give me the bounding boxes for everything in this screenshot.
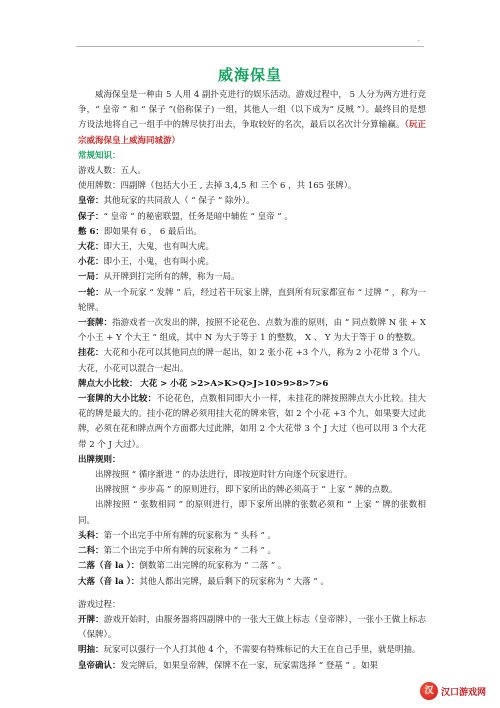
header-mark: .	[417, 35, 420, 43]
process-item	[78, 643, 426, 658]
list-item	[78, 210, 426, 225]
list-item	[78, 286, 426, 316]
rank-label: 头科：	[78, 530, 104, 541]
process-text: 游戏开始时，由服务器将四副牌中的一张大王做上标志（皇帝牌），一张小王做上标志（保牌）。	[78, 614, 426, 641]
rank-text: 倒数第二出完牌的玩家称为 “ 二落 ” 。	[139, 561, 287, 572]
rank-text: 第一个出完手中所有牌的玩家称为 “ 头科 ” 。	[103, 530, 277, 541]
rules-heading: 出牌规则：	[78, 454, 121, 465]
spacer	[78, 590, 426, 598]
item-label: 皇帝：	[78, 196, 104, 207]
process-label: 明抽：	[78, 645, 104, 656]
rank-item	[78, 575, 426, 590]
list-item	[78, 225, 426, 240]
item-label: 一套牌：	[78, 318, 113, 329]
item-label: 一局：	[78, 272, 104, 283]
watermark[interactable]	[420, 682, 486, 700]
item-text: 使用牌数：四副牌（包括大小王 , 去掉 3,4,5 和 三个 6 ，共 165 张牌）。	[78, 181, 357, 192]
rule-item: 出牌按照 “ 步步高 ” 的原则进行，即下家所出的牌必须高于 “ 上家 ” 牌的点数。	[95, 485, 398, 496]
intro-paragraph	[78, 88, 426, 149]
process-item	[78, 659, 426, 674]
item-label: 小花：	[78, 257, 104, 268]
process-text: 玩家可以强行一个人打其他 4 个，不需要有特殊标记的大王在自己手里，就是明抽。	[103, 645, 421, 656]
rank-label: 二落（音 la ）：	[78, 561, 140, 572]
list-item	[78, 255, 426, 270]
list-item	[78, 179, 426, 194]
rank-item	[78, 559, 426, 574]
item-text: 从一个玩家 “ 发牌 ” 后，经过若干玩家上牌，直到所有玩家都宣布 “ 过牌 ” ，称为一轮牌。	[78, 287, 426, 313]
item-text: “ 皇帝 ” 的秘密联盟，任务是暗中辅佐 “ 皇帝 ” 。	[103, 211, 293, 222]
process-text: 发完牌后，如果皇帝牌，保牌不在一家，玩家需选择 “ 登基 ” 。如果	[120, 660, 379, 671]
item-text: 即小王，小鬼，也有叫小虎。	[103, 257, 215, 268]
ranks-list	[78, 529, 426, 590]
process-list	[78, 613, 426, 674]
set-compare-label: 一套牌的大小比较：	[78, 394, 157, 405]
item-text: 即如果有 6 ， 6 最后出。	[103, 226, 202, 237]
rank-label: 二科：	[78, 546, 104, 557]
list-item	[78, 316, 426, 346]
list-item	[78, 240, 426, 255]
item-text: 游戏人数：五人。	[78, 166, 147, 177]
header-rule	[76, 46, 424, 47]
document-body	[78, 88, 426, 674]
set-compare-paragraph	[78, 392, 426, 453]
card-order-label: 牌点大小比较：	[78, 378, 138, 389]
process-item	[78, 613, 426, 643]
process-label: 开牌：	[78, 614, 104, 625]
rank-text: 其他人都出完牌，最后剩下的玩家称为 “ 大落 ” 。	[139, 576, 329, 587]
item-text: 大花和小花可以其他同点的牌一起出，如 2 张小花 +3 个八，称为 2 小花带 3 个八。大花，小花可以混合一起出。	[78, 348, 426, 374]
list-item	[78, 194, 426, 209]
card-order-line	[78, 377, 426, 392]
watermark-logo-icon: 汉	[420, 682, 438, 700]
intro-highlight-link[interactable]: （玩正宗威海保皇上威海同城游）	[78, 120, 426, 146]
card-order-value: 大花 > 小花 >2>A>K>Q>J>10>9>8>7>6	[140, 378, 329, 389]
set-compare-text: 不论花色，点数相同即大小一样，未挂花的牌按照牌点大小比较。挂大花的牌是最大的。挂小花的牌必须用挂大花的牌来管，如 2 个小花 +3 个九，如果要大过此牌，必须在花和牌点两个方面都大过此牌，如用 2 个大花带 3 个 J 大过（也可以用 3 个大花带 2 个 J 大过）。	[78, 394, 426, 450]
item-label: 憋 6：	[78, 226, 104, 237]
rule-item: 出牌按照 “ 循序渐进 ” 的办法进行，即按逆时针方向逐个玩家进行。	[95, 470, 353, 481]
section-heading-basics: 常规知识：	[78, 150, 121, 161]
item-label: 大花：	[78, 242, 104, 253]
basics-list	[78, 164, 426, 377]
rank-text: 第二个出完手中所有牌的玩家称为 “ 二科 ” 。	[103, 546, 277, 557]
item-label: 挂花：	[78, 348, 104, 359]
rank-item	[78, 544, 426, 559]
intro-text: 威海保皇是一种由 5 人用 4 副扑克进行的娱乐活动。游戏过程中， 5 人分为两方进行竞争，“ 皇帝 ” 和 “ 保子 ”(俗称保子) 一组，其他人一组（以下成为“ 反贼 ”）。最终目的是想方设法地将自己一组手中的牌尽快打出去，争取较好的名次，最后以名次计分算输赢。	[78, 90, 426, 131]
rule-item: 出牌按照 “ 张数相同 ” 的原则进行，即下家所出牌的张数必须和 “ 上家 ” 牌的张数相同。	[78, 500, 426, 526]
item-text: 指游戏者一次发出的牌，按照不论花色、点数为准的原则，由 “ 同点数牌 N 张 + X 个小王 + Y 个大王 ” 组成，其中 N 为大于等于 1 的整数， X 、 Y 为大于等于 0 的整数。	[78, 318, 426, 344]
item-text: 其他玩家的共同敌人（ “ 保子 ” 除外）。	[103, 196, 255, 207]
list-item	[78, 346, 426, 376]
process-heading: 游戏过程：	[78, 599, 121, 610]
list-item	[78, 270, 426, 285]
rank-item	[78, 529, 426, 544]
page-title: 威海保皇	[217, 66, 282, 84]
item-label: 保子：	[78, 211, 104, 222]
rules-list	[78, 468, 426, 529]
footer-mark: .	[80, 654, 83, 663]
rank-label: 大落（音 la ）：	[78, 576, 140, 587]
item-text: 即大王，大鬼，也有叫大虎。	[103, 242, 215, 253]
process-label: 皇帝确认：	[78, 660, 121, 671]
item-text: 从开牌到打完所有的牌，称为一局。	[103, 272, 240, 283]
list-item	[78, 164, 426, 179]
item-label: 一轮：	[78, 287, 104, 298]
watermark-text: 汉口游戏网	[440, 687, 486, 698]
